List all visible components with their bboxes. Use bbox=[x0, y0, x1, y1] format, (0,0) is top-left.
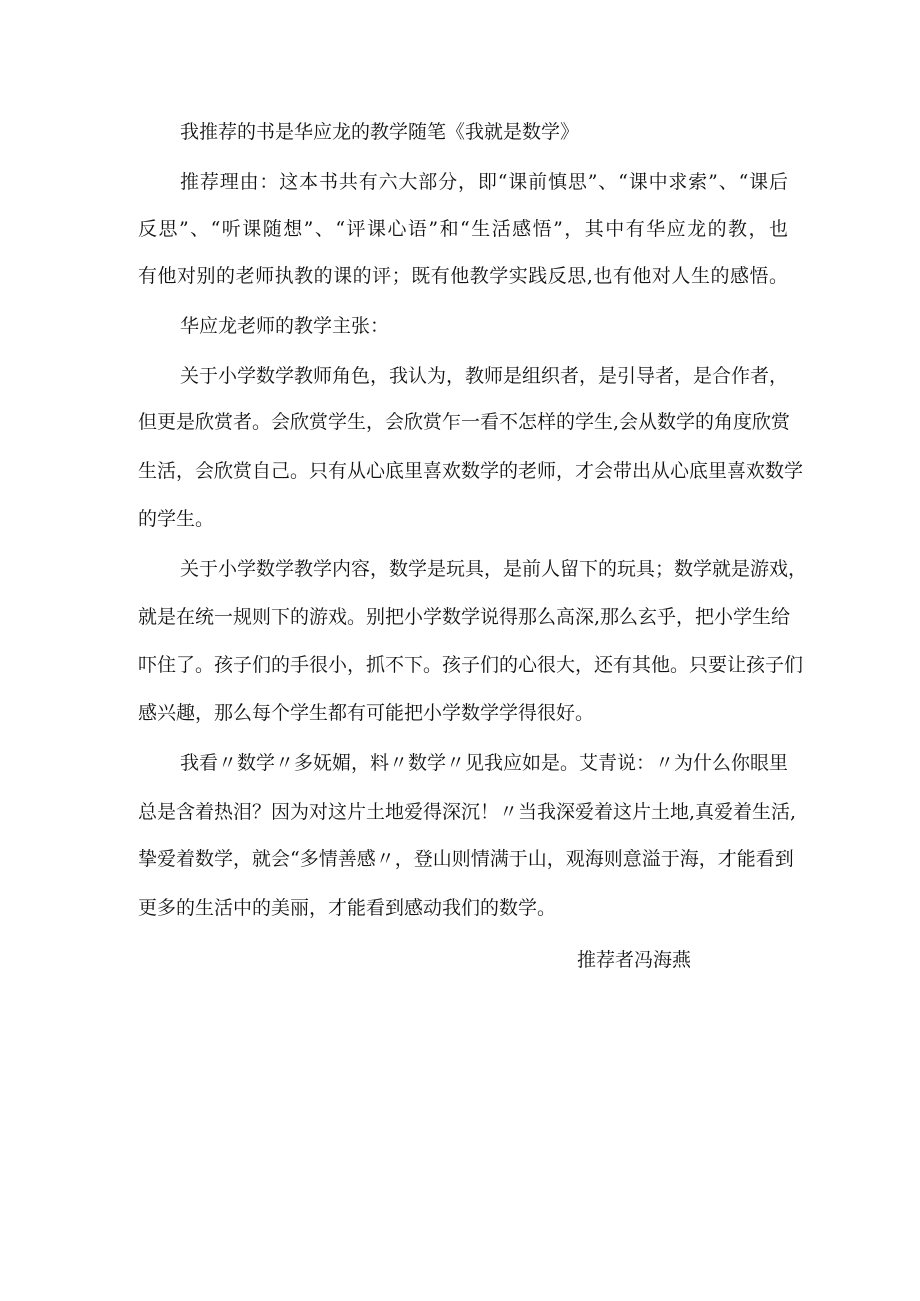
paragraph-line: 挚爱着数学，就会“多情善感〃，登山则情满于山，观海则意溢于海，才能看到 bbox=[138, 848, 794, 870]
paragraph-line: 更多的生活中的美丽，才能看到感动我们的数学。 bbox=[138, 897, 557, 919]
reason-line: 反思”、“听课随想”、“评课心语”和“生活感悟”，其中有华应龙的教，也 bbox=[138, 218, 788, 240]
recommender-signature: 推荐者冯海燕 bbox=[577, 949, 692, 971]
paragraph-line: 关于小学数学教师角色，我认为，教师是组织者，是引导者，是合作者， bbox=[180, 365, 789, 387]
reason-line: 推荐理由：这本书共有六大部分，即“课前慎思”、“课中求索”、“课后 bbox=[180, 171, 788, 193]
paragraph-line: 总是含着热泪？因为对这片土地爱得深沉！〃当我深爱着这片土地,真爱着生活, bbox=[138, 801, 797, 823]
paragraph-line: 感兴趣，那么每个学生都有可能把小学数学学得很好。 bbox=[138, 702, 595, 724]
teaching-heading: 华应龙老师的教学主张： bbox=[180, 315, 390, 337]
recommendation-title: 我推荐的书是华应龙的教学随笔《我就是数学》 bbox=[180, 121, 580, 143]
paragraph-line: 我看〃数学〃多妩媚，料〃数学〃见我应如是。艾青说：〃为什么你眼里 bbox=[180, 752, 789, 774]
paragraph-line: 就是在统一规则下的游戏。别把小学数学说得那么高深,那么玄乎，把小学生给 bbox=[138, 606, 791, 628]
reason-line: 有他对别的老师执教的课的评；既有他教学实践反思,也有他对人生的感悟。 bbox=[138, 265, 788, 287]
paragraph-line: 吓住了。孩子们的手很小，抓不下。孩子们的心很大，还有其他。只要让孩子们 bbox=[138, 654, 804, 676]
paragraph-line: 生活，会欣赏自己。只有从心底里喜欢数学的老师，才会带出从心底里喜欢数学 bbox=[138, 460, 804, 482]
paragraph-line: 关于小学数学教学内容，数学是玩具，是前人留下的玩具；数学就是游戏， bbox=[180, 558, 808, 580]
paragraph-line: 但更是欣赏者。会欣赏学生，会欣赏乍一看不怎样的学生,会从数学的角度欣赏 bbox=[138, 411, 791, 433]
paragraph-line: 的学生。 bbox=[138, 508, 215, 530]
